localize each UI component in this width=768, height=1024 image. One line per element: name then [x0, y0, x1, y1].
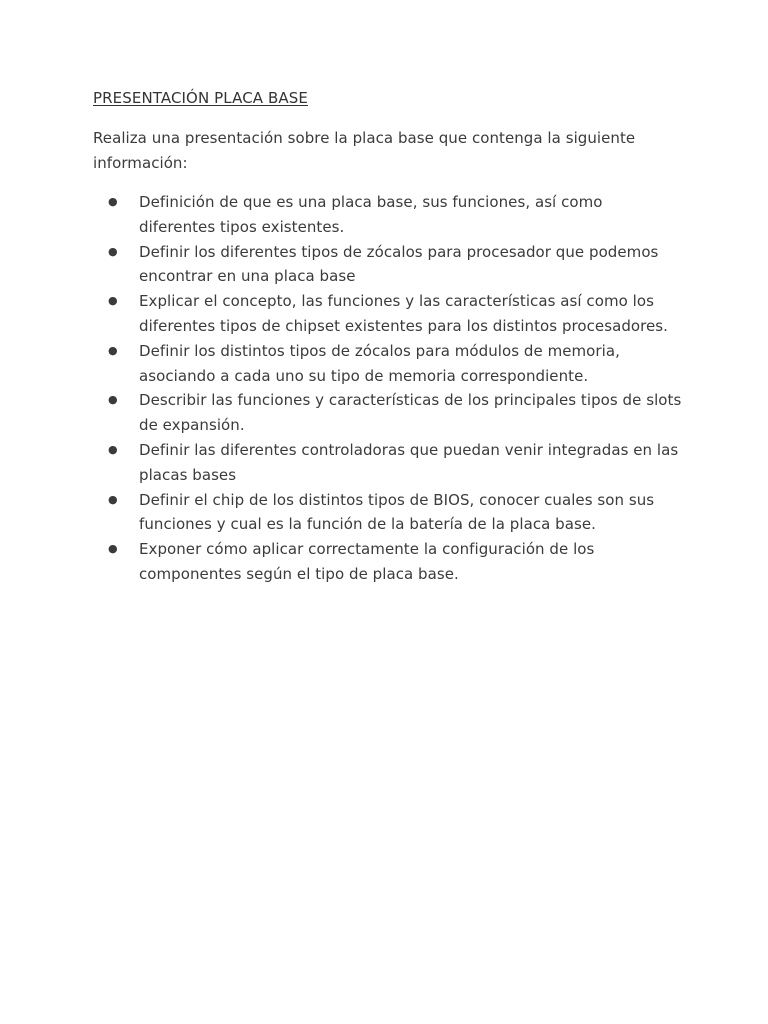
list-item-text: Describir las funciones y características de los principales tipos de slots de expansión.: [139, 391, 682, 435]
list-item: [93, 438, 683, 488]
bullet-icon: ●: [108, 343, 118, 357]
list-item: [93, 388, 683, 438]
list-item: [93, 240, 683, 290]
list-item-text: Definición de que es una placa base, sus funciones, así como diferentes tipos existentes.: [139, 193, 603, 236]
intro-paragraph: Realiza una presentación sobre la placa base que contenga la siguiente información:: [93, 129, 636, 172]
bullet-icon: ●: [108, 294, 118, 308]
list-item-text: Exponer cómo aplicar correctamente la configuración de los componentes según el tipo de placa base.: [139, 540, 595, 583]
bullet-icon: ●: [108, 492, 118, 506]
list-item-text: Explicar el concepto, las funciones y las características así como los diferentes tipos de chipset existentes para los distintos procesadores.: [139, 292, 668, 335]
list-item: [93, 537, 683, 587]
list-item-text: Definir los distintos tipos de zócalos para módulos de memoria, asociando a cada uno su tipo de memoria correspondiente.: [139, 341, 620, 385]
bullet-icon: ●: [108, 542, 118, 556]
bullet-icon: ●: [108, 393, 118, 407]
bullet-icon: ●: [108, 442, 118, 456]
list-item-text: Definir el chip de los distintos tipos de BIOS, conocer cuales son sus funciones y cual es la función de la batería de la placa base.: [139, 490, 655, 534]
bullet-icon: ●: [108, 195, 118, 208]
bullet-icon: ●: [108, 244, 118, 258]
list-item: [93, 190, 683, 240]
document-title: PRESENTACIÓN PLACA BASE: [93, 89, 308, 107]
list-item: [93, 289, 683, 339]
requirements-list: [93, 190, 683, 587]
list-item: [93, 339, 683, 389]
list-item-text: Definir los diferentes tipos de zócalos para procesador que podemos encontrar en una placa base: [139, 242, 659, 286]
list-item-text: Definir las diferentes controladoras que puedan venir integradas en las placas bases: [139, 440, 679, 484]
list-item: [93, 488, 683, 538]
